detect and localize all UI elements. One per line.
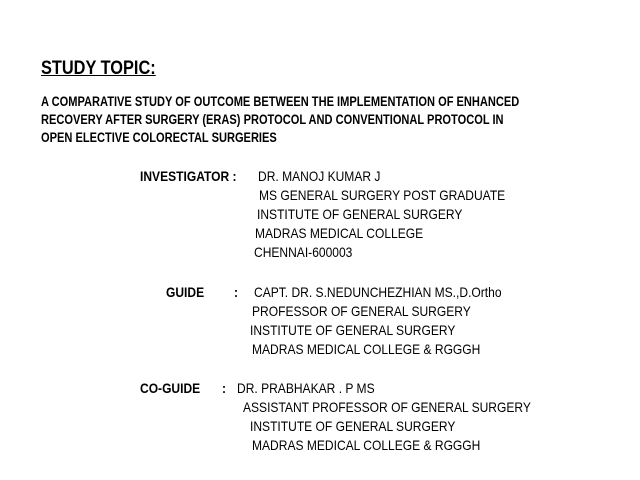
coguide-detail: INSTITUTE OF GENERAL SURGERY [250, 418, 456, 434]
guide-name: CAPT. DR. S.NEDUNCHEZHIAN MS.,D.Ortho [254, 284, 502, 300]
investigator-name: DR. MANOJ KUMAR J [258, 168, 381, 184]
guide-detail: INSTITUTE OF GENERAL SURGERY [250, 322, 456, 338]
page-title: STUDY TOPIC: [41, 58, 156, 79]
coguide-label: CO-GUIDE [140, 380, 201, 396]
coguide-detail: ASSISTANT PROFESSOR OF GENERAL SURGERY [243, 399, 531, 415]
guide-label: GUIDE [166, 284, 205, 300]
investigator-label: INVESTIGATOR : [140, 168, 237, 184]
coguide-name: DR. PRABHAKAR . P MS [237, 380, 375, 396]
topic-line: RECOVERY AFTER SURGERY (ERAS) PROTOCOL AND CONVENTIONAL PROTOCOL IN [41, 112, 504, 127]
investigator-detail: MADRAS MEDICAL COLLEGE [255, 225, 424, 241]
topic-line: OPEN ELECTIVE COLORECTAL SURGERIES [41, 130, 277, 145]
guide-detail: MADRAS MEDICAL COLLEGE & RGGGH [252, 341, 481, 357]
guide-colon: : [234, 284, 239, 300]
coguide-detail: MADRAS MEDICAL COLLEGE & RGGGH [252, 437, 481, 453]
investigator-detail: MS GENERAL SURGERY POST GRADUATE [259, 187, 506, 203]
coguide-colon: : [222, 380, 227, 396]
guide-detail: PROFESSOR OF GENERAL SURGERY [252, 303, 471, 319]
investigator-detail: INSTITUTE OF GENERAL SURGERY [257, 206, 463, 222]
investigator-detail: CHENNAI-600003 [254, 244, 353, 260]
topic-line: A COMPARATIVE STUDY OF OUTCOME BETWEEN THE IMPLEMENTATION OF ENHANCED [41, 94, 520, 109]
